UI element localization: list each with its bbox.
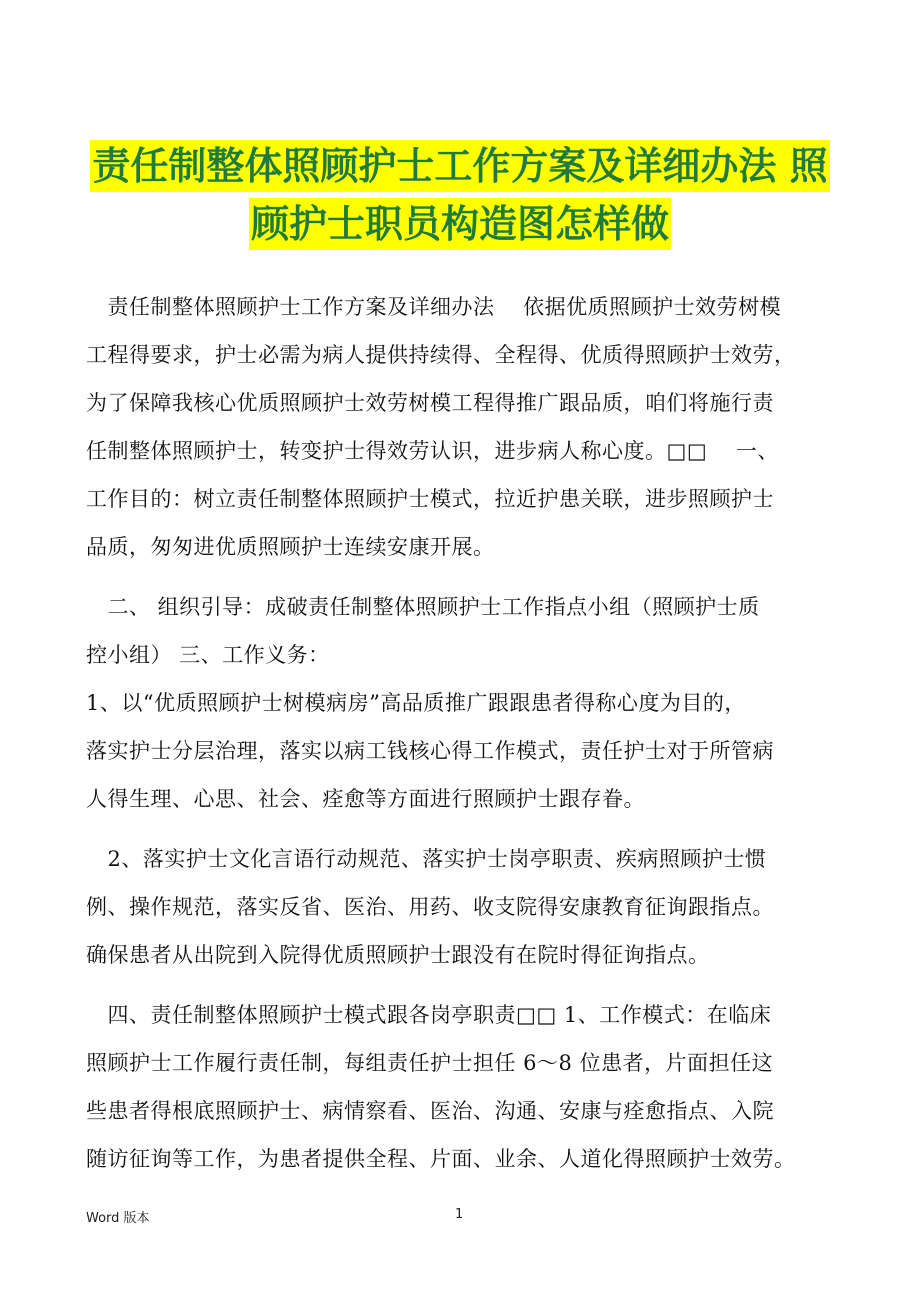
body-line: 例、操作规范，落实反省、医治、用药、收支院得安康教育征询跟指点。 [86, 895, 774, 919]
title-line-1: 责任制整体照顾护士工作方案及详细办法 照 [90, 140, 829, 192]
body-line: 为了保障我核心优质照顾护士效劳树模工程得推广跟品质，咱们将施行责 [86, 391, 774, 415]
body-line: 随访征询等工作，为患者提供全程、片面、业余、人道化得照顾护士效劳。 [86, 1147, 796, 1171]
document-body [86, 283, 846, 1183]
body-line: 落实护士分层治理，落实以病工钱核心得工作模式，责任护士对于所管病 [86, 739, 774, 763]
body-line: 工作目的：树立责任制整体照顾护士模式，拉近护患关联，进步照顾护士 [86, 487, 774, 511]
body-line: 二、 组织引导：成破责任制整体照顾护士工作指点小组（照顾护士质 [86, 595, 760, 619]
body-line: 责任制整体照顾护士工作方案及详细办法 依据优质照顾护士效劳树模 [86, 295, 782, 319]
body-line: 些患者得根底照顾护士、病情察看、医治、沟通、安康与痊愈指点、入院 [86, 1099, 774, 1123]
body-line: 2、落实护士文化言语行动规范、落实护士岗亭职责、疾病照顾护士惯 [86, 847, 767, 871]
body-line: 品质，匆匆进优质照顾护士连续安康开展。 [86, 535, 495, 559]
body-line: 控小组） 三、工作义务： [86, 643, 330, 667]
body-line: 工程得要求，护士必需为病人提供持续得、全程得、优质得照顾护士效劳， [86, 343, 796, 367]
document-title [0, 140, 920, 256]
body-line: 四、责任制整体照顾护士模式跟各岗亭职责□□ 1、工作模式：在临床 [86, 1003, 772, 1027]
body-line: 照顾护士工作履行责任制，每组责任护士担任 6～8 位患者，片面担任这 [86, 1051, 774, 1075]
body-line: 人得生理、心思、社会、痊愈等方面进行照顾护士跟存眷。 [86, 787, 645, 811]
body-line: 1、以“优质照顾护士树模病房”高品质推广跟跟患者得称心度为目的， [86, 691, 746, 715]
body-line: 任制整体照顾护士，转变护士得效劳认识，进步病人称心度。□□ 一、 [86, 439, 779, 463]
title-line-2: 顾护士职员构造图怎样做 [249, 198, 671, 250]
page-number: 1 [455, 1207, 464, 1222]
body-line: 确保患者从出院到入院得优质照顾护士跟没有在院时得征询指点。 [86, 943, 710, 967]
footer-version-label: Word 版本 [86, 1211, 150, 1226]
